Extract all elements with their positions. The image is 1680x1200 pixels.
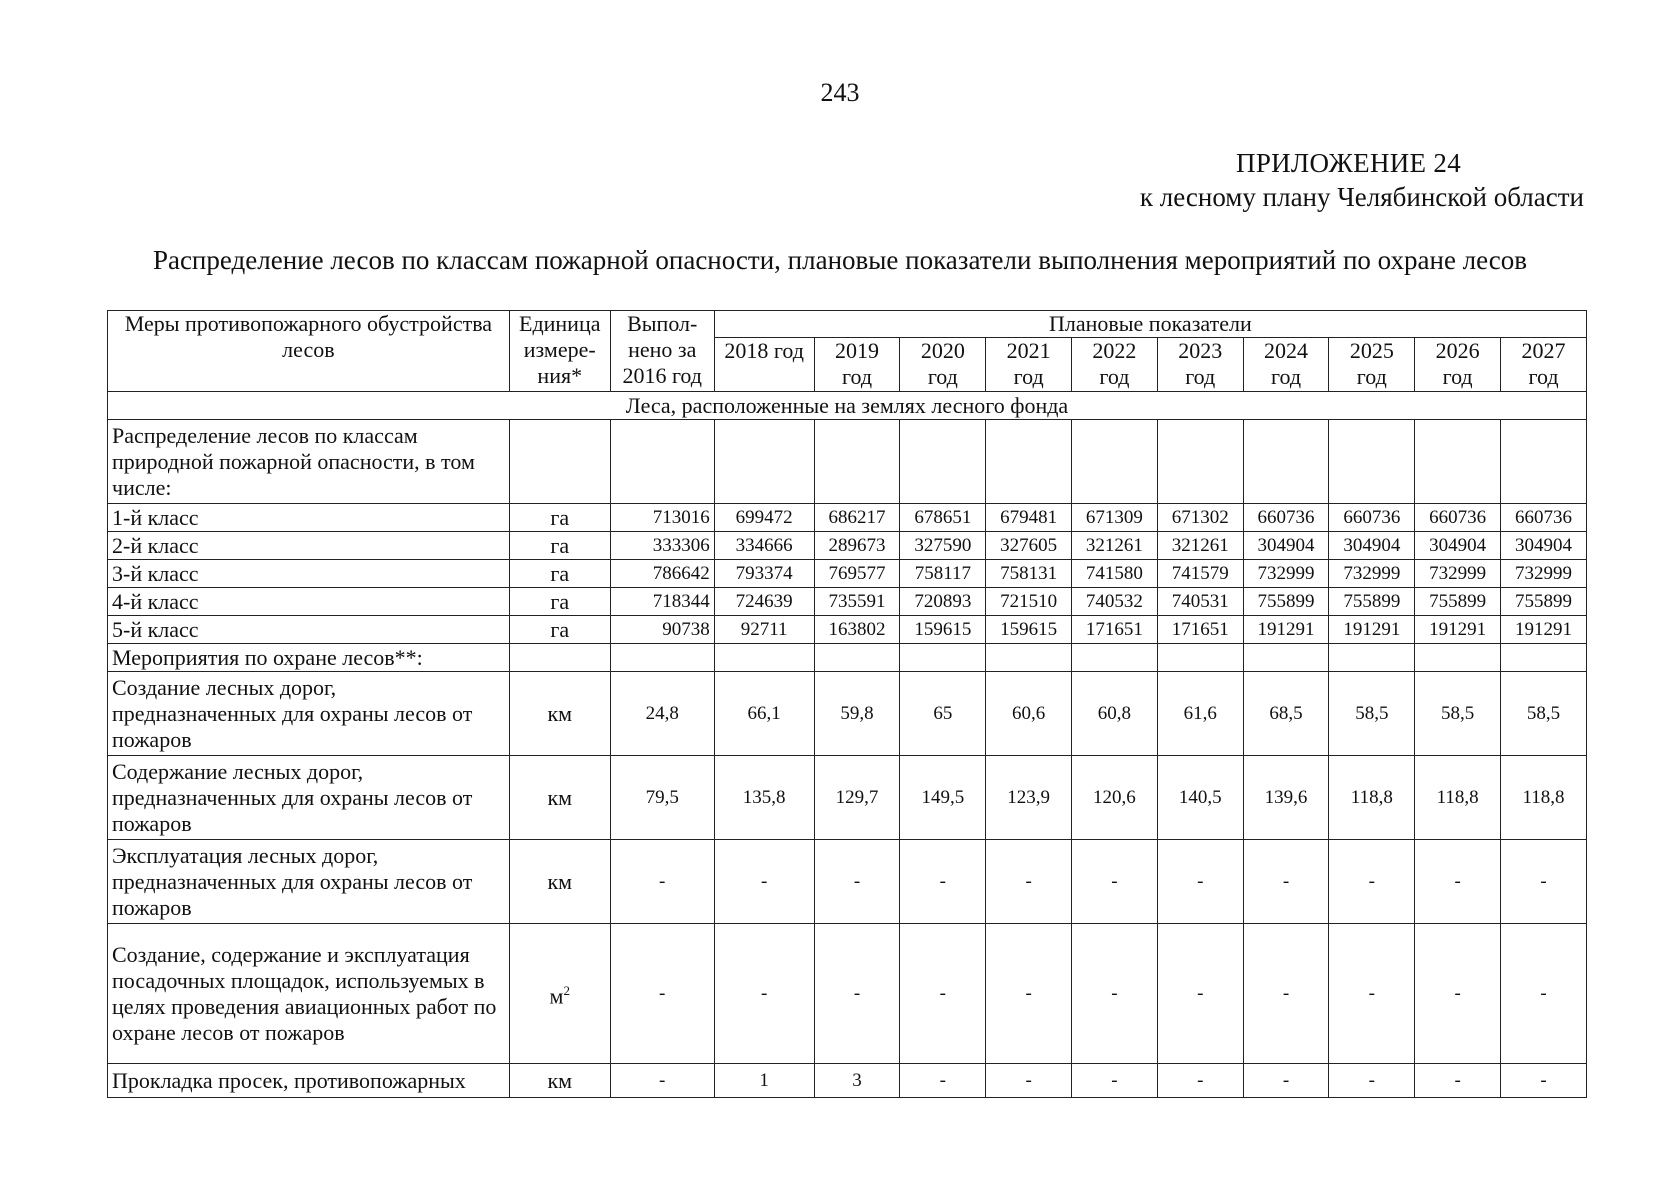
row-value: 755899 [1243,588,1329,616]
row-value: 92711 [714,616,814,644]
header-row [108,311,1587,338]
row-value: 755899 [1329,588,1415,616]
row-unit [509,1064,610,1098]
row-value: 123,9 [986,756,1072,840]
row-value: 60,8 [1072,672,1158,756]
row-value: 660736 [1329,504,1415,532]
row-unit: га [509,588,610,616]
row-value: - [1415,924,1501,1064]
row-unit: га [509,560,610,588]
header-done-2016: Выпол-нено за 2016 год [610,311,714,392]
row-value: 58,5 [1329,672,1415,756]
section-row [108,392,1587,420]
row-value: 327605 [986,532,1072,560]
row-value: 304904 [1501,532,1587,560]
row-value: 118,8 [1329,756,1415,840]
row-value: 755899 [1501,588,1587,616]
row-unit [509,924,610,1064]
row-value: 68,5 [1243,672,1329,756]
row-value: 671309 [1072,504,1158,532]
row-value: - [1157,1064,1243,1098]
row-value: 321261 [1157,532,1243,560]
row-value: - [986,840,1072,924]
row-value: 58,5 [1501,672,1587,756]
table-row [108,1064,1587,1098]
empty-cell [610,644,714,672]
group-label: Распределение лесов по классам природной пожарной опасности, в том числе: [108,420,510,504]
row-label: 1-й класс [108,504,510,532]
row-unit-text: м [549,983,564,1009]
row-done-2016: - [610,1064,714,1098]
row-value: - [814,924,900,1064]
row-label: Прокладка просек, противопожарных [108,1064,510,1098]
row-label: 4-й класс [108,588,510,616]
row-value: 732999 [1501,560,1587,588]
row-value: 135,8 [714,756,814,840]
row-value: 740532 [1072,588,1158,616]
row-value: 660736 [1243,504,1329,532]
row-value: 120,6 [1072,756,1158,840]
row-value: 735591 [814,588,900,616]
header-year: 2024 год [1243,338,1329,392]
row-value: - [1243,924,1329,1064]
row-value: 679481 [986,504,1072,532]
row-label: Эксплуатация лесных дорог, предназначенных для охраны лесов от пожаров [108,840,510,924]
row-label: Создание, содержание и эксплуатация посадочных площадок, используемых в целях проведения авиационных работ по охране лесов от пожаров [108,924,510,1064]
empty-cell [1329,420,1415,504]
row-value: - [1329,840,1415,924]
header-plan: Плановые показатели [714,311,1586,338]
row-value: 139,6 [1243,756,1329,840]
empty-cell [1072,644,1158,672]
row-value: - [1415,840,1501,924]
row-value: 191291 [1329,616,1415,644]
page-number: 243 [820,78,860,107]
row-value: 171651 [1072,616,1158,644]
header-year: 2021 год [986,338,1072,392]
empty-cell [610,420,714,504]
table-row [108,532,1587,560]
row-unit [509,672,610,756]
row-value: 149,5 [900,756,986,840]
row-value: 721510 [986,588,1072,616]
row-value: 65 [900,672,986,756]
row-value: 769577 [814,560,900,588]
row-unit-text: км [547,1067,573,1093]
row-value: 191291 [1243,616,1329,644]
empty-cell [986,420,1072,504]
row-done-2016: 333306 [610,532,714,560]
document-title: Распределение лесов по классам пожарной опасности, плановые показатели выполнения мероприятий по охране лесов [152,245,1528,275]
row-done-2016: - [610,840,714,924]
row-value: - [814,840,900,924]
row-unit-text: км [547,868,573,894]
table-row [108,756,1587,840]
row-unit: га [509,504,610,532]
row-value: 793374 [714,560,814,588]
row-value: 741579 [1157,560,1243,588]
row-value: 660736 [1501,504,1587,532]
empty-cell [814,644,900,672]
row-unit [509,756,610,840]
row-done-2016: 79,5 [610,756,714,840]
row-value: 1 [714,1064,814,1098]
row-value: 732999 [1329,560,1415,588]
empty-cell [1329,644,1415,672]
row-label: Содержание лесных дорог, предназначенных для охраны лесов от пожаров [108,756,510,840]
row-label: 2-й класс [108,532,510,560]
row-value: - [1501,924,1587,1064]
header-year: 2026 год [1415,338,1501,392]
row-value: 741580 [1072,560,1158,588]
row-unit: га [509,532,610,560]
row-value: 191291 [1501,616,1587,644]
row-value: 129,7 [814,756,900,840]
row-value: 678651 [900,504,986,532]
row-value: 140,5 [1157,756,1243,840]
row-value: 191291 [1415,616,1501,644]
row-value: 321261 [1072,532,1158,560]
row-value: 159615 [900,616,986,644]
row-value: - [1329,1064,1415,1098]
row-done-2016: - [610,924,714,1064]
table-row [108,924,1587,1064]
row-value: 289673 [814,532,900,560]
empty-cell [1415,420,1501,504]
row-value: - [986,924,1072,1064]
header-year: 2019 год [814,338,900,392]
table-row [108,840,1587,924]
row-value: - [1243,840,1329,924]
row-value: 59,8 [814,672,900,756]
row-label: 5-й класс [108,616,510,644]
row-unit: га [509,616,610,644]
row-value: - [900,924,986,1064]
row-value: 724639 [714,588,814,616]
empty-cell [1415,644,1501,672]
row-value: - [1072,1064,1158,1098]
row-value: - [1329,924,1415,1064]
header-year: 2027 год [1501,338,1587,392]
row-value: 740531 [1157,588,1243,616]
empty-cell [900,420,986,504]
row-label: Создание лесных дорог, предназначенных для охраны лесов от пожаров [108,672,510,756]
empty-cell [1157,420,1243,504]
row-value: - [1072,840,1158,924]
header-year: 2022 год [1072,338,1158,392]
group-row [108,420,1587,504]
row-value: 686217 [814,504,900,532]
row-value: - [1501,1064,1587,1098]
row-value: 304904 [1329,532,1415,560]
row-value: 327590 [900,532,986,560]
empty-cell [1501,420,1587,504]
empty-cell [1157,644,1243,672]
row-value: 304904 [1415,532,1501,560]
header-year: 2025 год [1329,338,1415,392]
row-value: 163802 [814,616,900,644]
row-value: 699472 [714,504,814,532]
row-value: - [1157,840,1243,924]
row-value: 334666 [714,532,814,560]
empty-cell [1072,420,1158,504]
row-value: - [986,1064,1072,1098]
row-value: - [1501,840,1587,924]
row-value: - [1157,924,1243,1064]
row-value: 3 [814,1064,900,1098]
row-value: 61,6 [1157,672,1243,756]
row-value: 758117 [900,560,986,588]
table-row [108,504,1587,532]
row-label: 3-й класс [108,560,510,588]
row-value: - [1415,1064,1501,1098]
row-value: 755899 [1415,588,1501,616]
empty-cell [1243,420,1329,504]
header-unit: Единица измере-ния* [509,311,610,392]
row-value: - [1243,1064,1329,1098]
row-value: - [900,1064,986,1098]
row-done-2016: 24,8 [610,672,714,756]
empty-cell [1501,644,1587,672]
row-value: 171651 [1157,616,1243,644]
empty-cell [814,420,900,504]
row-unit-text: км [547,700,573,726]
row-value: 758131 [986,560,1072,588]
row-value: 66,1 [714,672,814,756]
row-value: 732999 [1243,560,1329,588]
row-value: - [900,840,986,924]
header-measures: Меры противопожарного обустройства лесов [108,311,510,392]
section-title: Леса, расположенные на землях лесного фонда [108,392,1587,420]
empty-cell [986,644,1072,672]
row-unit [509,840,610,924]
row-value: 732999 [1415,560,1501,588]
header-year: 2023 год [1157,338,1243,392]
row-value: 60,6 [986,672,1072,756]
unit-superscript: 2 [563,982,570,998]
row-done-2016: 90738 [610,616,714,644]
row-value: 159615 [986,616,1072,644]
empty-cell [509,644,610,672]
row-unit-text: км [547,784,573,810]
appendix-subtitle: к лесному плану Челябинской области [1139,182,1584,212]
row-value: - [714,840,814,924]
row-value: 720893 [900,588,986,616]
empty-cell [900,644,986,672]
table-row [108,616,1587,644]
table-row [108,560,1587,588]
fire-safety-table [107,310,1587,1098]
header-year: 2018 год [714,338,814,392]
table-row [108,588,1587,616]
empty-cell [714,420,814,504]
empty-cell [509,420,610,504]
empty-cell [714,644,814,672]
row-value: 671302 [1157,504,1243,532]
group-label: Мероприятия по охране лесов**: [108,644,510,672]
group-row [108,644,1587,672]
header-year: 2020 год [900,338,986,392]
appendix-title: ПРИЛОЖЕНИЕ 24 [1236,148,1461,178]
row-value: 58,5 [1415,672,1501,756]
table-row [108,672,1587,756]
row-value: 304904 [1243,532,1329,560]
row-done-2016: 713016 [610,504,714,532]
row-value: 118,8 [1501,756,1587,840]
row-done-2016: 786642 [610,560,714,588]
row-value: 660736 [1415,504,1501,532]
row-done-2016: 718344 [610,588,714,616]
row-value: 118,8 [1415,756,1501,840]
row-value: - [714,924,814,1064]
empty-cell [1243,644,1329,672]
row-value: - [1072,924,1158,1064]
